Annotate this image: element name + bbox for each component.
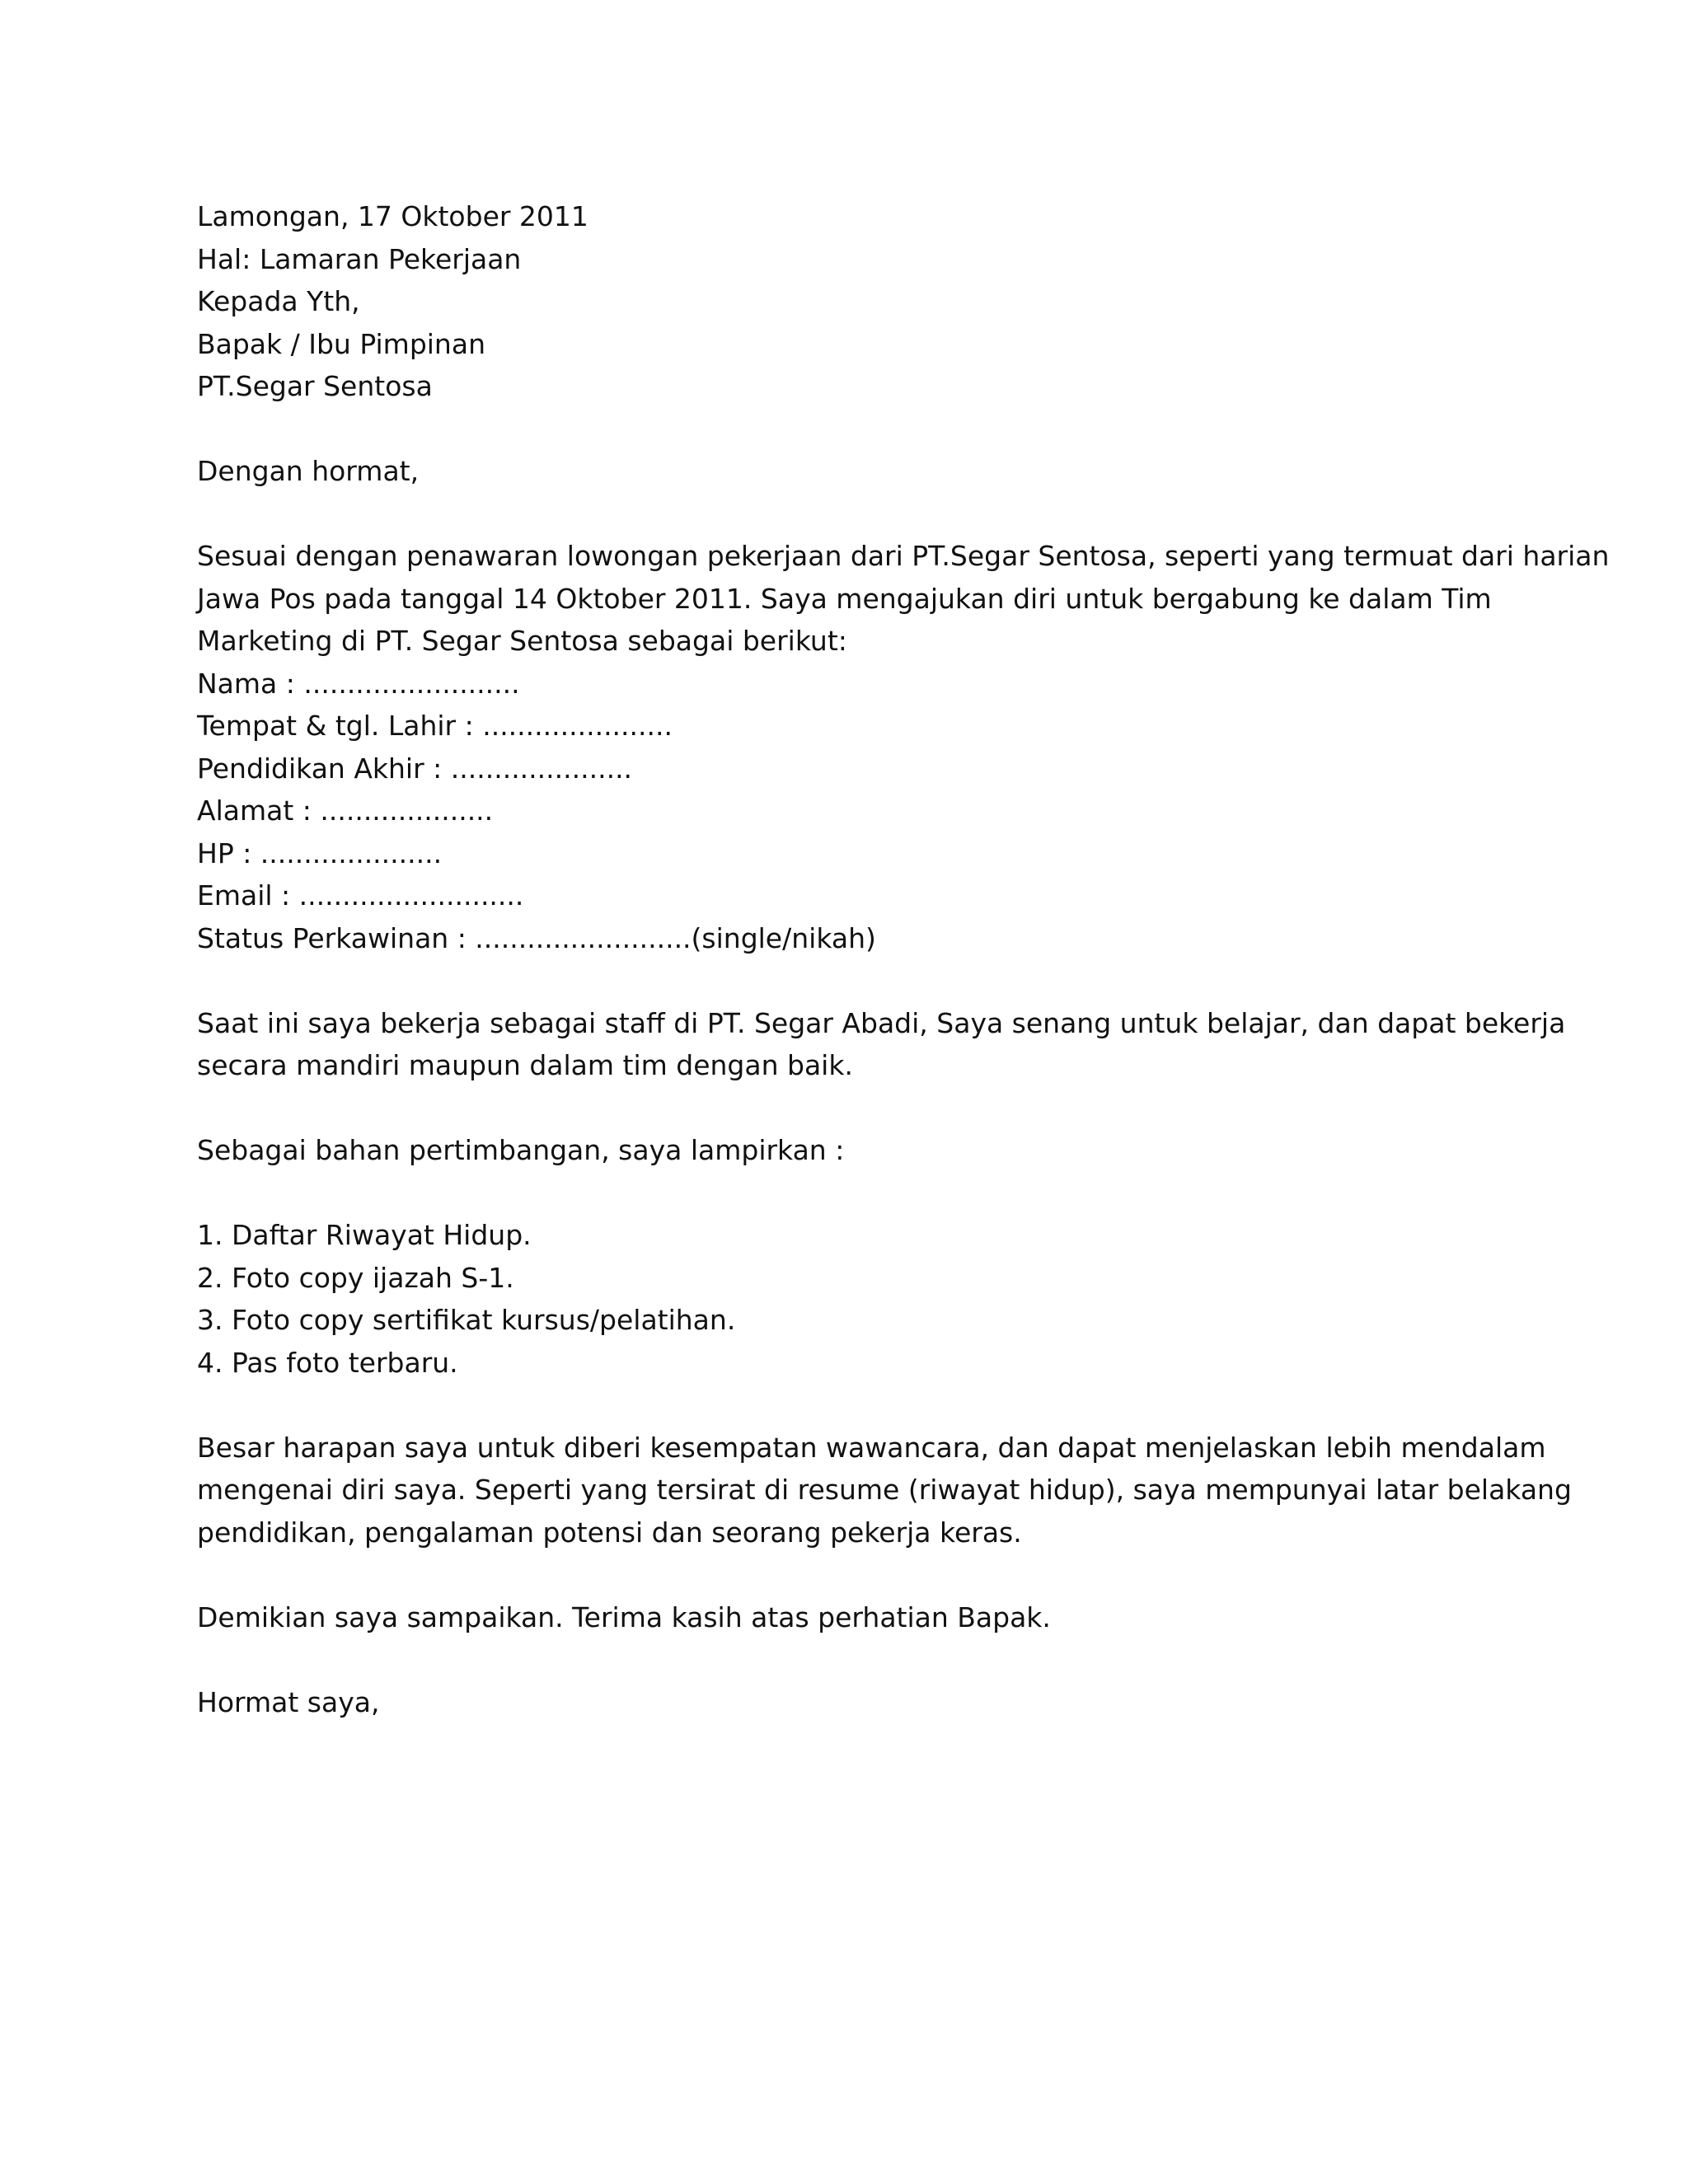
spacer	[197, 1384, 1499, 1427]
field-status: Status Perkawinan : .........................(single/nikah)	[197, 921, 876, 954]
recipient-line-2: Bapak / Ibu Pimpinan	[197, 327, 485, 360]
intro-line-2: Jawa Pos pada tanggal 14 Oktober 2011. Saya mengajukan diri untuk bergabung ke dalam Tim	[197, 582, 1492, 615]
salutation: Dengan hormat,	[197, 455, 420, 487]
spacer	[197, 1638, 1499, 1681]
hope-line-3: pendidikan, pengalaman potensi dan seorang pekerja keras.	[197, 1516, 1022, 1549]
recipient-line-3: PT.Segar Sentosa	[197, 370, 433, 402]
spacer	[197, 1554, 1499, 1596]
field-pendidikan: Pendidikan Akhir : .....................	[197, 752, 633, 785]
spacer	[197, 959, 1499, 1002]
recipient-line-1: Kepada Yth,	[197, 285, 360, 317]
spacer	[197, 1087, 1499, 1130]
attachment-item: 4. Pas foto terbaru.	[197, 1346, 458, 1379]
closing-line: Demikian saya sampaikan. Terima kasih atas perhatian Bapak.	[197, 1601, 1051, 1633]
signoff: Hormat saya,	[197, 1685, 380, 1718]
attachments-intro: Sebagai bahan pertimbangan, saya lampirkan :	[197, 1134, 845, 1166]
hope-line-1: Besar harapan saya untuk diberi kesempatan wawancara, dan dapat menjelaskan lebih mendalam	[197, 1431, 1546, 1464]
attachment-item: 1. Daftar Riwayat Hidup.	[197, 1219, 532, 1251]
spacer	[197, 1172, 1499, 1215]
spacer	[197, 408, 1499, 451]
attachment-item: 2. Foto copy ijazah S-1.	[197, 1261, 514, 1294]
intro-line-3: Marketing di PT. Segar Sentosa sebagai berikut:	[197, 625, 847, 657]
field-nama: Nama : .........................	[197, 667, 520, 700]
field-alamat: Alamat : ....................	[197, 794, 494, 827]
field-ttl: Tempat & tgl. Lahir : ......................	[197, 710, 673, 742]
subject-line: Hal: Lamaran Pekerjaan	[197, 242, 522, 275]
field-email: Email : ..........................	[197, 879, 524, 912]
current-job-line-1: Saat ini saya bekerja sebagai staff di PT. Segar Abadi, Saya senang untuk belajar, dan dapat bekerja	[197, 1006, 1566, 1039]
current-job-line-2: secara mandiri maupun dalam tim dengan baik.	[197, 1049, 853, 1081]
place-date: Lamongan, 17 Oktober 2011	[197, 200, 588, 232]
intro-line-1: Sesuai dengan penawaran lowongan pekerjaan dari PT.Segar Sentosa, seperti yang termuat dari harian	[197, 540, 1610, 572]
attachment-item: 3. Foto copy sertifikat kursus/pelatihan.	[197, 1304, 736, 1336]
hope-line-2: mengenai diri saya. Seperti yang tersirat di resume (riwayat hidup), saya mempunyai latar belakang	[197, 1474, 1572, 1506]
spacer	[197, 493, 1499, 536]
letter-body	[197, 195, 1610, 1723]
field-hp: HP : .....................	[197, 837, 443, 869]
